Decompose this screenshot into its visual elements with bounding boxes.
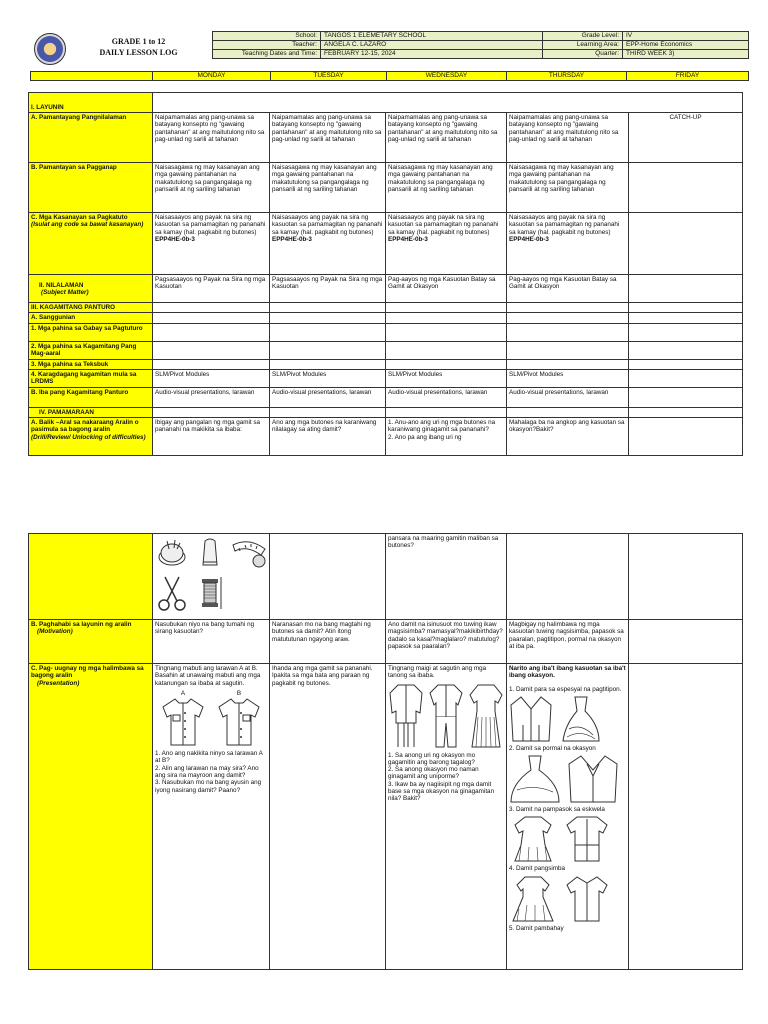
karagdagang-label: 4. Karagdagang kagamitan mula sa LRDMS (29, 369, 153, 387)
pag-ugnay-label-cell (29, 664, 153, 970)
balik-fri-cont (629, 534, 743, 620)
day-wednesday: WEDNESDAY (387, 72, 507, 81)
lesson-table-page1 (28, 92, 743, 456)
teacher-value: ANGELA C. LAZARO (321, 41, 543, 50)
pamantayang-thu: Naipamamalas ang pang-unawa sa batayang konsepto ng "gawaing pantahanan" at ang maitutulong nito sa pag-unlad ng sarili at tahanan (507, 113, 629, 163)
pag-ugnay-tue: Ihanda ang mga gamit sa pananahi. Ipakita sa mga bata ang paraan ng pagkabit ng butones. (270, 664, 386, 970)
pagganap-label: B. Pamantayan sa Pagganap (29, 163, 153, 213)
nilalaman-fri (629, 275, 743, 303)
pamantayang-mon: Naipamamalas ang pang-unawa sa batayang konsepto ng "gawaing pantahanan" at ang maitutulong nito sa pag-unlad ng sarili at tahanan (153, 113, 270, 163)
slm-thu: SLM/Pivot Modules (507, 369, 629, 387)
thimble-icon (193, 535, 227, 569)
paghahabi-sub: (Motivation) (37, 628, 73, 636)
pag-ugnay-label: C. Pag- uugnay ng mga halimbawa sa bagong aralin (31, 665, 144, 680)
nilalaman-mon: Pagsasaayos ng Payak na Sira ng mga Kasuotan (153, 275, 270, 303)
formal-occasion-images (509, 754, 626, 804)
school-value: TANGOS 1 ELEMETARY SCHOOL (321, 32, 543, 41)
iba-tue: Audio-visual presentations, larawan (270, 387, 386, 407)
day-tuesday: TUESDAY (271, 72, 387, 81)
gabay-label: 1. Mga pahina sa Gabay sa Pagtuturo (29, 323, 153, 341)
pagganap-tue: Naisasagawa ng may kasanayan ang mga gawaing pantahanan na makatutulong sa pangangalaga ng pansarili at ng sariling tahanan (270, 163, 386, 213)
nilalaman-wed: Pag-aayos ng mga Kasuotan Batay sa Gamit at Okasyon (386, 275, 507, 303)
sewing-tools-images (155, 535, 267, 613)
pag-ugnay-wed (386, 664, 507, 970)
pagganap-fri (629, 163, 743, 213)
school-clothes-images (509, 815, 626, 863)
mon-c-questions: 1. Ano ang nakikita ninyo sa larawan A at B? 2. Alin ang larawan na may sira? Ano ang sira na mayroon ang damit? 3. Nasubukan mo na bang ayusin ang iyong nasirang damit? Paano? (155, 750, 263, 794)
balik-thu-cont (507, 534, 629, 620)
sanggunian-label: A. Sanggunian (29, 313, 153, 323)
iba-thu: Audio-visual presentations, larawan (507, 387, 629, 407)
balik-wed: 1. Anu-ano ang uri ng mga butones na karaniwang ginagamit sa pananahi? 2. Ano pa ang ibang uri ng (386, 418, 507, 456)
pagkatuto-label: C. Mga Kasanayan sa Pagkatuto (31, 214, 128, 221)
thu-c-item-3: 3. Damit na pampasok sa eskwela (509, 806, 605, 814)
thu-c-item-5: 5. Damit pambahay (509, 924, 564, 932)
thu-c-item-2: 2. Damit sa pormal na okasyon (509, 744, 596, 752)
pagkatuto-code: EPP4HE-0b-3 (272, 235, 312, 243)
thu-c-item-4: 4. Damit pangsimba (509, 865, 565, 873)
wed-c-intro: Tingnang maigi at sagutin ang mga tanong sa ibaba. (388, 665, 487, 680)
shirt-images (155, 690, 267, 747)
header-info-table (212, 31, 749, 59)
shirt-b-icon (215, 697, 263, 747)
days-corner (31, 72, 153, 81)
church-clothes-images (509, 875, 626, 923)
slm-tue: SLM/Pivot Modules (270, 369, 386, 387)
grade-value: IV (623, 32, 749, 41)
sewing-tools-cell (153, 534, 270, 620)
balik-tue: Ano ang mga butones na karaniwang nilalagay sa ating damit? (270, 418, 386, 456)
iba-label: B. Iba pang Kagamitang Panturo (29, 387, 153, 407)
pagkatuto-text: Naisasaayos ang payak na sira ng kasuotan sa pamamagitan ng pananahi sa kamay (hal. pagkabit ng butones) (509, 214, 620, 236)
day-friday: FRIDAY (627, 72, 749, 81)
balik-wed-cont: pansara na maaring gamitin maliban sa butones? (386, 534, 507, 620)
thread-spool-icon (193, 573, 227, 613)
pagkatuto-text: Naisasaayos ang payak na sira ng kasuotan sa pamamagitan ng pananahi sa kamay (hal. pagkabit ng butones) (272, 214, 383, 236)
paghahabi-thu: Magbigay ng halimbawa ng mga kasuotan tuwing nagsisimba, papasok sa paaralan, pagtitipon, pormal na okasyon at iba pa. (507, 620, 629, 664)
grade-label: Grade Level: (543, 32, 623, 41)
nilalaman-label-cell (29, 275, 153, 303)
pag-ugnay-fri (629, 664, 743, 970)
pagkatuto-label-cell (29, 213, 153, 275)
wed-c-questions: 1. Sa anong uri ng okasyon mo gagamitin ang barong tagalog? 2. Sa anong okasyon mo naman ginagamit ang uniporme? 3. Ikaw ba ay nagiisipit ng mga damit base sa mga okasyon na ginagamitan nila? Bakit? (388, 751, 495, 803)
paghahabi-label-cell (29, 620, 153, 664)
pagkatuto-code: EPP4HE-0b-3 (155, 235, 195, 243)
days-header (30, 71, 749, 81)
paghahabi-wed: Ano damit na isinusuot mo tuwing ikaw magsisimba? mamasyal?makikibirthday? dadalo sa kasal?maglalaro? matutulog?papasok sa paaralan? (386, 620, 507, 664)
lesson-table-page2 (28, 533, 743, 970)
day-thursday: THURSDAY (507, 72, 627, 81)
pamamaraan-label: IV. PAMAMARAAN (29, 407, 153, 417)
barong-icon (388, 683, 424, 749)
paghahabi-mon: Nasubukan niyo na bang tumahi ng sirang kasuotan? (153, 620, 270, 664)
shirt-b (215, 690, 263, 747)
iba-wed: Audio-visual presentations, larawan (386, 387, 507, 407)
nilalaman-tue: Pagsasaayos ng Payak na Sira ng mga Kasuotan (270, 275, 386, 303)
pagganap-mon: Naisasagawa ng may kasanayan ang mga gawaing pantahanan na makatutulong sa pangangalaga ng pansarili at ng sariling tahanan (153, 163, 270, 213)
balik-label-cont (29, 534, 153, 620)
balik-sub: (Drill/Review/ Unlocking of difficulties) (31, 433, 146, 441)
teacher-label: Teacher: (213, 41, 321, 50)
pamantayang-wed: Naipamamalas ang pang-unawa sa batayang konsepto ng "gawaing pantahanan" at ang maitutulong nito sa pag-unlad ng sarili at tahanan (386, 113, 507, 163)
uniform-icon (428, 683, 464, 749)
paghahabi-label: B. Paghahabi sa layunin ng aralin (31, 621, 132, 628)
teksbuk-label: 3. Mga pahina sa Teksbuk (29, 359, 153, 369)
title-line-2: DAILY LESSON LOG (99, 48, 178, 57)
special-occasion-images (509, 695, 626, 743)
outfit-images (388, 683, 504, 749)
shirt-a-letter: A (180, 689, 186, 697)
pagganap-thu: Naisasagawa ng may kasanayan ang mga gawaing pantahanan na makatutulong sa pangangalaga ng pansarili at ng sariling tahanan (507, 163, 629, 213)
church-dress-icon (509, 875, 557, 923)
pagkatuto-code: EPP4HE-0b-3 (509, 235, 549, 243)
nilalaman-sub: (Subject Matter) (41, 289, 89, 297)
paghahabi-fri (629, 620, 743, 664)
deped-logo (34, 33, 66, 65)
kagamitang-label: 2. Mga pahina sa Kagamitang Pang Mag-aaral (29, 341, 153, 359)
pamantayang-tue: Naipamamalas ang pang-unawa sa batayang konsepto ng "gawaing pantahanan" at ang maitutulong nito sa pag-unlad ng sarili at tahanan (270, 113, 386, 163)
school-dress-icon (509, 815, 557, 863)
pagkatuto-code: EPP4HE-0b-3 (388, 235, 428, 243)
thu-c-title: Narito ang iba't ibang kasuotan sa iba't ibang okasyon. (509, 665, 626, 680)
dates-label: Teaching Dates and Time: (213, 50, 321, 59)
kagamitan-label: III. KAGAMITANG PANTURO (29, 303, 153, 313)
quarter-value: THIRD WEEK 3) (623, 50, 749, 59)
tape-measure-icon (231, 535, 267, 569)
balik-mon: Ibigay ang pangalan ng mga gamit sa pananahi na makikita sa ibaba: (153, 418, 270, 456)
shirt-a (159, 690, 207, 747)
pagkatuto-tue (270, 213, 386, 275)
gown-icon (559, 695, 603, 743)
pagkatuto-text: Naisasaayos ang payak na sira ng kasuotan sa pamamagitan ng pananahi sa kamay (hal. pagkabit ng butones) (388, 214, 499, 236)
layunin-blank (153, 93, 743, 113)
nilalaman-label: II. NILALAMAN (39, 282, 84, 289)
pagkatuto-wed (386, 213, 507, 275)
school-label: School: (213, 32, 321, 41)
scissors-icon (155, 573, 189, 613)
document-title (66, 36, 211, 58)
thu-c-item-1: 1. Damit para sa espesyal na pagtitipon. (509, 685, 622, 693)
title-line-1: GRADE 1 to 12 (111, 37, 166, 46)
tuxedo-icon (567, 754, 619, 804)
pagganap-wed: Naisasagawa ng may kasanayan ang mga gawaing pantahanan na makatutulong sa pangangalaga ng pansarili at ng sariling tahanan (386, 163, 507, 213)
balik-thu: Mahalaga ba na angkop ang kasuotan sa okasyon?Bakit? (507, 418, 629, 456)
shirt-a-icon (159, 697, 207, 747)
shirt-b-letter: B (236, 689, 242, 697)
quarter-label: Quarter: (543, 50, 623, 59)
pagkatuto-thu (507, 213, 629, 275)
slm-mon: SLM/Pivot Modules (153, 369, 270, 387)
area-label: Learning Area: (543, 41, 623, 50)
suit-icon (509, 695, 553, 743)
day-monday: MONDAY (153, 72, 271, 81)
slm-wed: SLM/Pivot Modules (386, 369, 507, 387)
dates-value: FEBRUARY 12-15, 2024 (321, 50, 543, 59)
ball-gown-icon (509, 754, 561, 804)
balik-label-cell (29, 418, 153, 456)
area-value: EPP-Home Economics (623, 41, 749, 50)
layunin-label: I. LAYUNIN (29, 93, 153, 113)
pag-ugnay-mon (153, 664, 270, 970)
pag-ugnay-sub: (Presentation) (37, 679, 80, 687)
pagkatuto-text: Naisasaayos ang payak na sira ng kasuotan sa pamamagitan ng pananahi sa kamay (hal. pagkabit ng butones) (155, 214, 266, 236)
balik-label: A. Balik –Aral sa nakaraang Aralin o pasimula sa bagong aralin (31, 419, 139, 434)
iba-mon: Audio-visual presentations, larawan (153, 387, 270, 407)
church-shirt-icon (563, 875, 611, 923)
nilalaman-thu: Pag-aayos ng mga Kasuotan Batay sa Gamit at Okasyon (507, 275, 629, 303)
pagkatuto-fri (629, 213, 743, 275)
paghahabi-tue: Naranasan mo na bang magtahi ng butones sa damit? Atin itong matututunan ngayong araw. (270, 620, 386, 664)
pin-cushion-icon (155, 535, 189, 569)
dress-uniform-icon (468, 683, 504, 749)
catch-up-label: CATCH-UP (629, 113, 743, 163)
pagkatuto-sub: (Isulat ang code sa bawat kasanayan) (31, 221, 144, 229)
school-polo-icon (563, 815, 611, 863)
pamantayang-label: A. Pamantayang Pangnilalaman (29, 113, 153, 163)
pagkatuto-mon (153, 213, 270, 275)
mon-c-intro: Tingnang mabuti ang larawan A at B. Basahin at unawaing mabuti ang mga katanungan sa ibaba at sagutin. (155, 665, 261, 687)
pag-ugnay-thu (507, 664, 629, 970)
balik-tue-cont (270, 534, 386, 620)
